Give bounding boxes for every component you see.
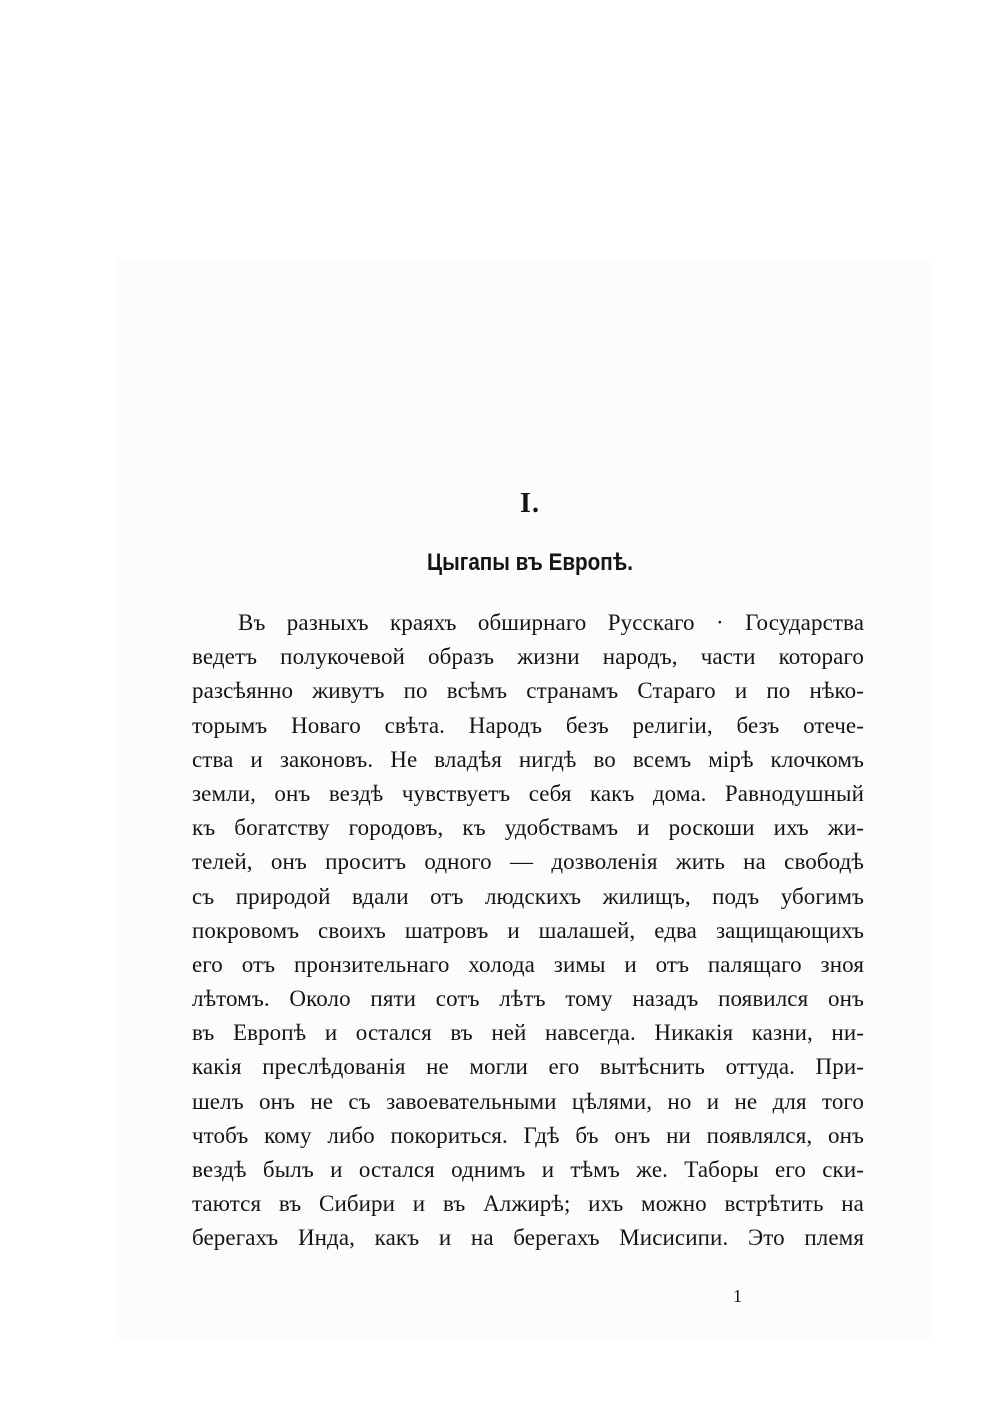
chapter-title: Цыгапы въ Европѣ. (427, 549, 633, 576)
text-line: разсѣянно живутъ по всѣмъ странамъ Стараго и по нѣко- (192, 678, 864, 704)
text-line: вездѣ былъ и остался однимъ и тѣмъ же. Таборы его ски- (192, 1157, 864, 1182)
text-line: въ Европѣ и остался въ ней навсегда. Никакія казни, ни- (192, 1020, 864, 1046)
text-line: покровомъ своихъ шатровъ и шалашей, едва защищающихъ (192, 917, 864, 943)
text-line: какія преслѣдованія не могли его вытѣснить оттуда. При- (192, 1054, 864, 1080)
text-line: чтобъ кому либо покориться. Гдѣ бъ онъ ни появлялся, онъ (192, 1122, 864, 1148)
text-line: торымъ Новаго свѣта. Народъ безъ религіи, безъ отече- (192, 712, 864, 738)
text-line: къ богатству городовъ, къ удобствамъ и роскоши ихъ жи- (192, 815, 864, 841)
page-number: 1 (733, 1286, 742, 1306)
chapter-number: I. (520, 488, 540, 519)
text-line: берегахъ Инда, какъ и на берегахъ Мисисипи. Это племя (192, 1225, 864, 1251)
text-line: телей, онъ проситъ одного — дозволенія жить на свободѣ (192, 849, 864, 875)
text-line: Въ разныхъ краяхъ обширнаго Русскаго · Государства (238, 610, 864, 635)
text-line: лѣтомъ. Около пяти сотъ лѣтъ тому назадъ появился онъ (192, 986, 864, 1012)
text-line: ведетъ полукочевой образъ жизни народъ, части котораго (192, 644, 864, 670)
body-text (192, 606, 864, 1256)
text-line: таются въ Сибири и въ Алжирѣ; ихъ можно встрѣтить на (192, 1191, 864, 1217)
text-line: съ природой вдали отъ людскихъ жилищъ, подъ убогимъ (192, 883, 864, 909)
text-line: шелъ онъ не съ завоевательными цѣлями, но и не для того (192, 1088, 864, 1114)
text-line: его отъ пронзительнаго холода зимы и отъ палящаго зноя (192, 951, 864, 977)
text-line: ства и законовъ. Не владѣя нигдѣ во всемъ мірѣ клочкомъ (192, 746, 864, 772)
text-line: земли, онъ вездѣ чувствуетъ себя какъ дома. Равнодушный (192, 780, 864, 806)
